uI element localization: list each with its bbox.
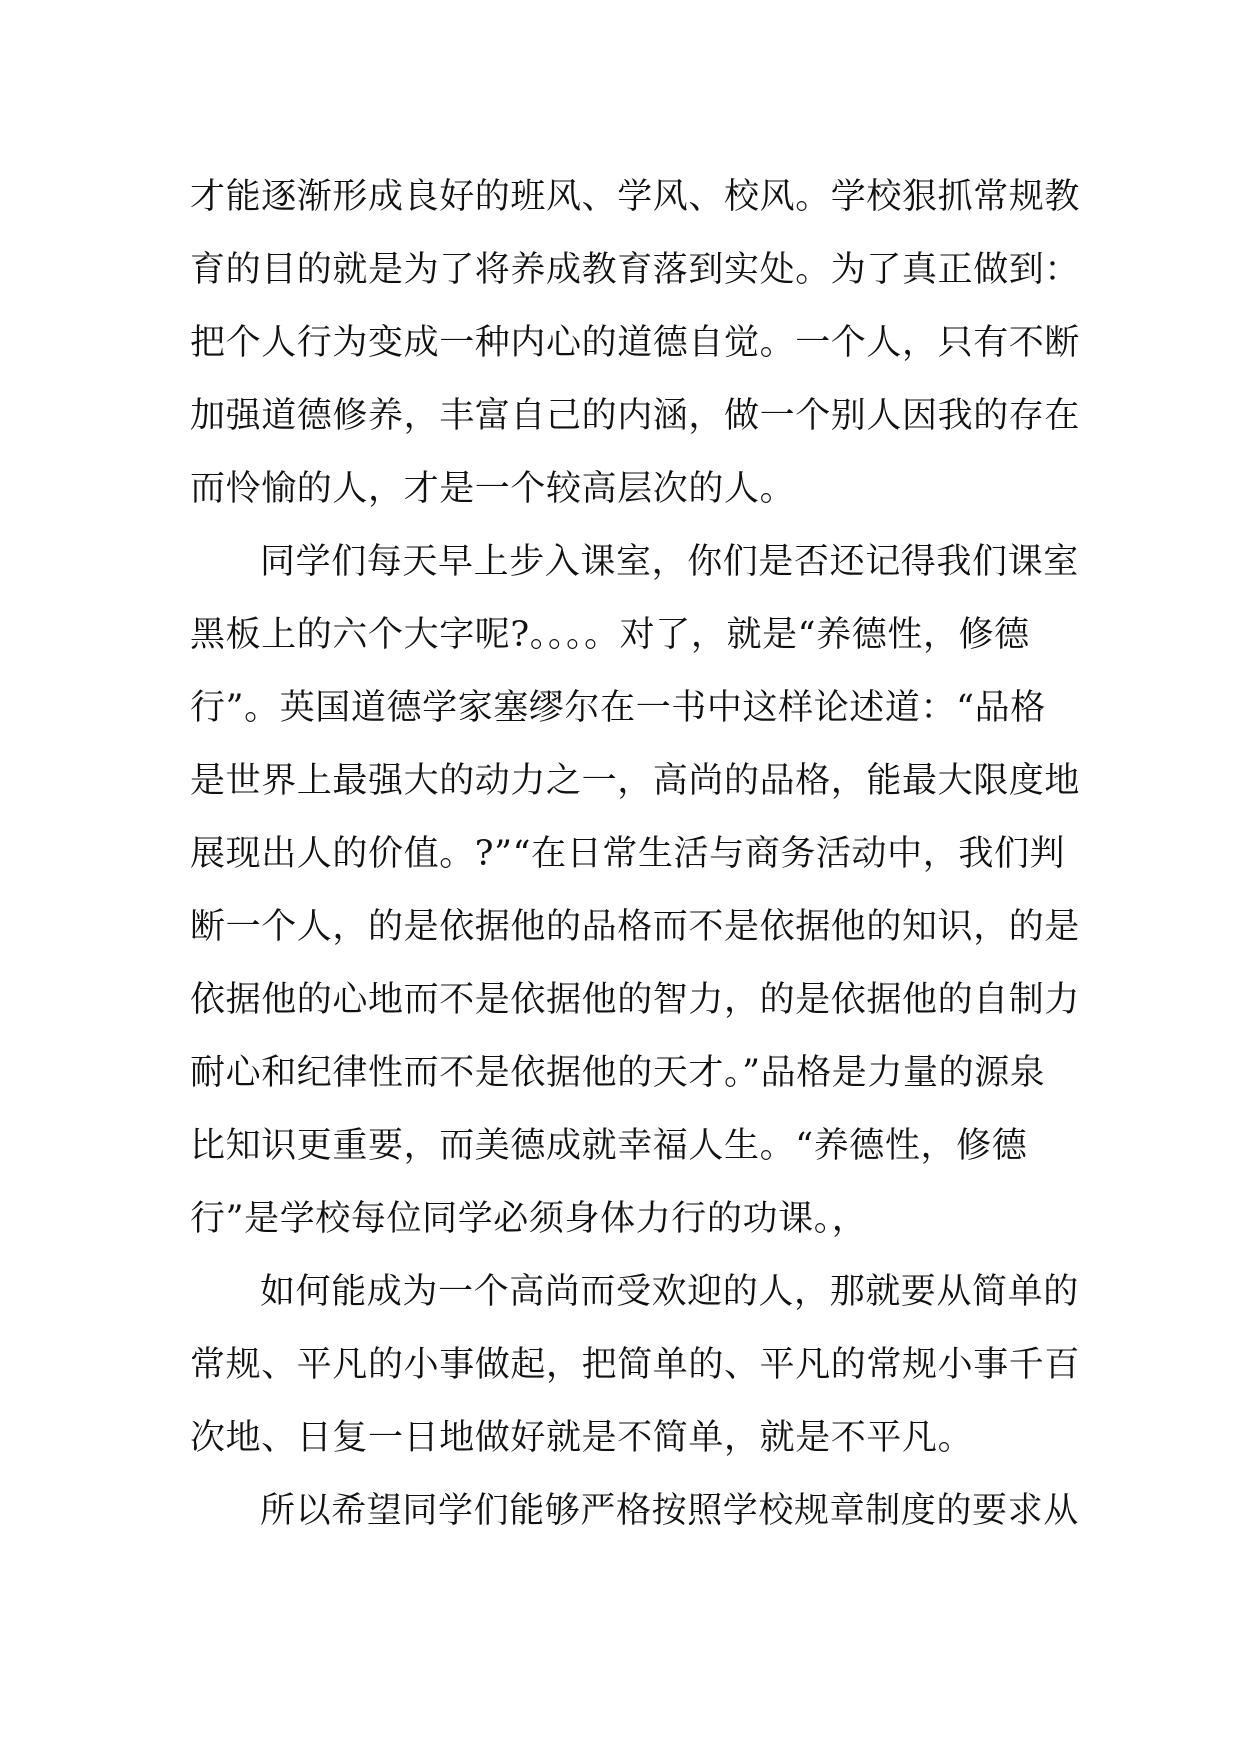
body-text: [190, 168, 1081, 1555]
text-line: 行”是学校每位同学必须身体力行的功课。，: [190, 1199, 868, 1239]
text-line: 育的目的就是为了将养成教育落到实处。为了真正做到：: [190, 250, 1081, 290]
text-line: 才能逐渐形成良好的班风、学风、校风。学校狠抓常规教: [190, 177, 1081, 217]
text-line: 次地、日复一日地做好就是不简单，就是不平凡。: [190, 1418, 974, 1458]
text-line: 比知识更重要，而美德成就幸福人生。“养德性，修德: [190, 1126, 1028, 1166]
text-line: 常规、平凡的小事做起，把简单的、平凡的常规小事千百: [190, 1345, 1081, 1385]
text-line: 依据他的心地而不是依据他的智力，的是依据他的自制力: [190, 980, 1081, 1020]
text-line: 黑板上的六个大字呢?。。。。对了，就是“养德性，修德: [190, 615, 1030, 655]
paragraph-start-line: 如何能成为一个高尚而受欢迎的人，那就要从简单的: [260, 1272, 1079, 1312]
text-line: 展现出人的价值。?”“在日常生活与商务活动中，我们判: [190, 834, 1066, 874]
text-line: 加强道德修养，丰富自己的内涵，做一个别人因我的存在: [190, 396, 1081, 436]
text-line: 把个人行为变成一种内心的道德自觉。一个人，只有不断: [190, 323, 1081, 363]
text-line: 断一个人，的是依据他的品格而不是依据他的知识，的是: [190, 907, 1081, 947]
paragraph-start-line: 所以希望同学们能够严格按照学校规章制度的要求从: [260, 1491, 1079, 1531]
text-line: 行”。英国道德学家塞缪尔在一书中这样论述道：“品格: [190, 688, 1046, 728]
text-line: 是世界上最强大的动力之一，高尚的品格，能最大限度地: [190, 761, 1081, 801]
paragraph-start-line: 同学们每天早上步入课室，你们是否还记得我们课室: [260, 542, 1079, 582]
text-line: 耐心和纪律性而不是依据他的天才。”品格是力量的源泉: [190, 1053, 1046, 1093]
text-line: 而怜愉的人，才是一个较高层次的人。: [190, 469, 796, 509]
